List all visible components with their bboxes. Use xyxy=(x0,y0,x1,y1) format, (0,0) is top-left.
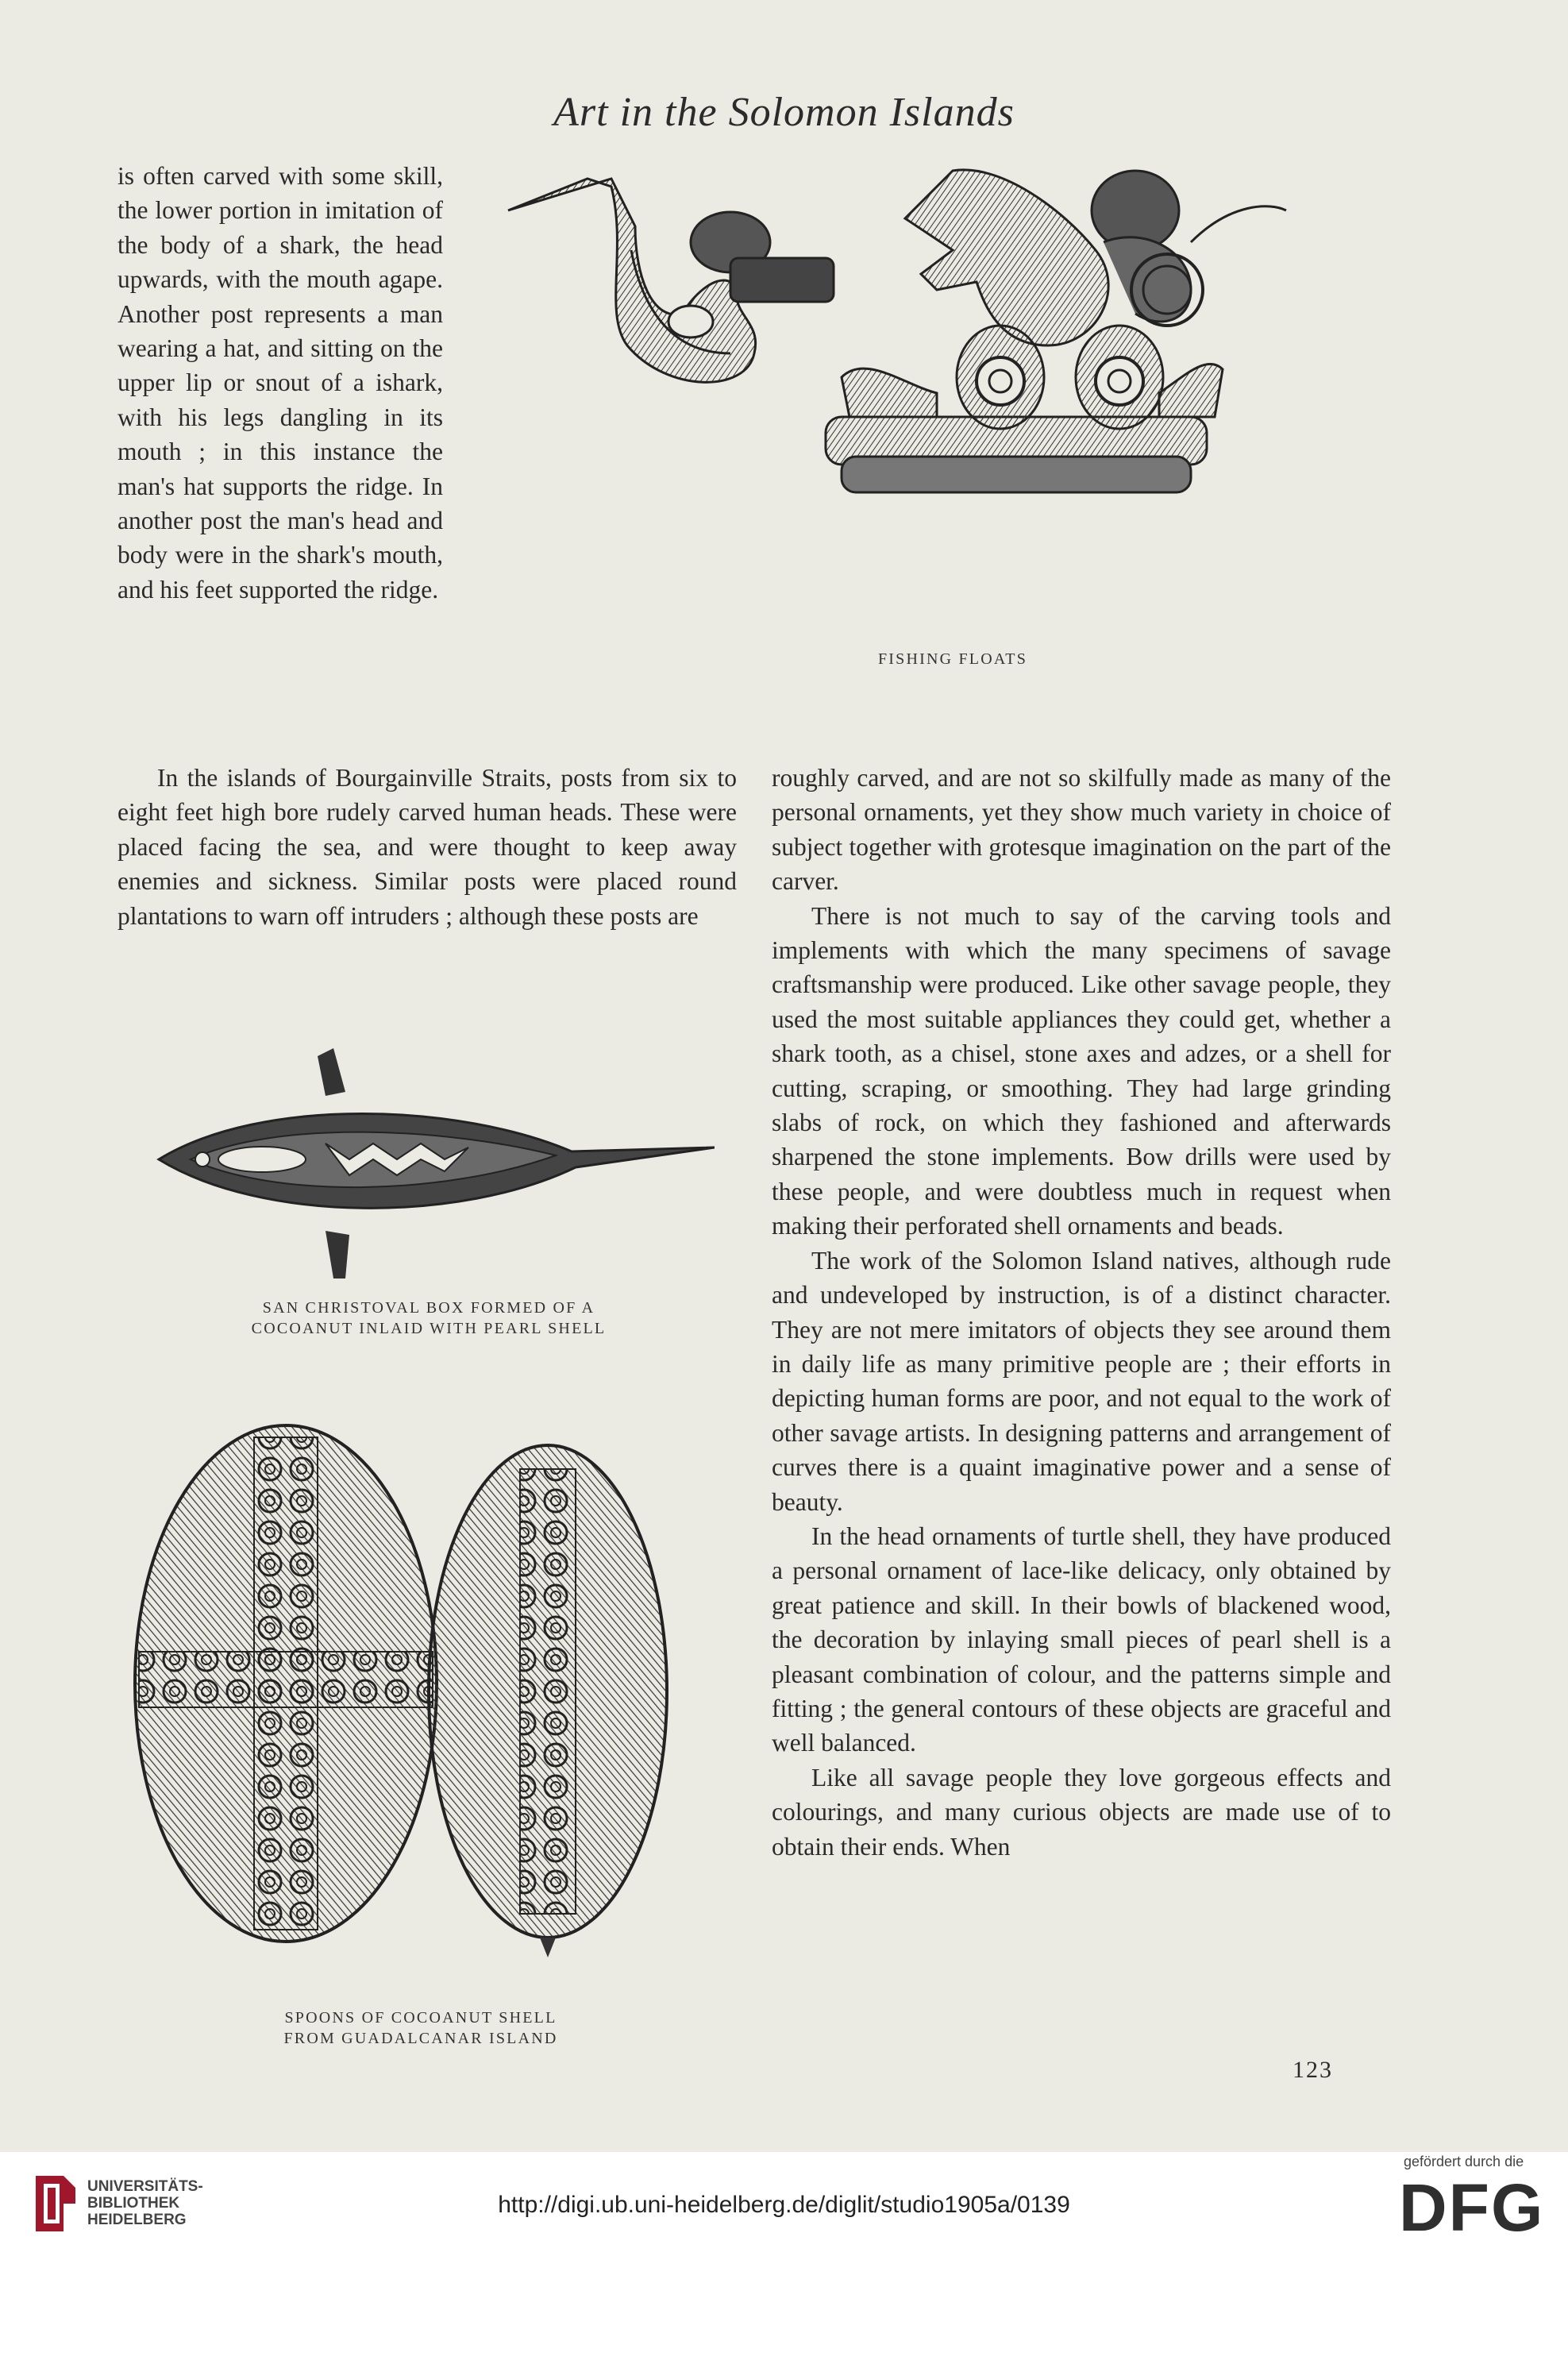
right-paragraph-2: There is not much to say of the carving tools and implements with which the many specimens of savage craftsmanship were produced. Like other savage people, they used the most suitable appliances they could get, whether a shark tooth, as a chisel, stone axes and adzes, or a shell for cutting, scraping, or smoothing. They had large grinding slabs of rock, on which they fashioned and afterwards sharpened the stone implements. Bow drills were used by these people, and were doubtless much in request when making their perforated shell ornaments and beads. xyxy=(772,901,1391,1240)
library-name-line3: HEIDELBERG xyxy=(87,2212,187,2228)
library-name-line2: BIBLIOTHEK xyxy=(87,2195,180,2212)
footer-bar xyxy=(0,2152,1568,2368)
caption-fishing-floats: FISHING FLOATS xyxy=(877,650,1028,668)
spoons-illustration xyxy=(127,1421,715,1961)
caption-spoons xyxy=(175,2007,667,2049)
cocoanut-box-illustration xyxy=(143,1048,715,1286)
caption-spoons-line1: SPOONS OF COCOANUT SHELL xyxy=(284,2009,557,2027)
right-paragraph-5: Like all savage people they love gorgeous effects and colourings, and many curious objects are made use of to obtain their ends. When xyxy=(772,1763,1391,1861)
page-number: 123 xyxy=(1293,2057,1333,2083)
right-paragraph-1: roughly carved, and are not so skilfully made as many of the personal ornaments, yet they show much variety in choice of subject together with grotesque imagination on the part of the carver. xyxy=(772,764,1391,896)
right-paragraph-4: In the head ornaments of turtle shell, they have produced a personal ornament of lace-like delicacy, only obtained by great patience and skill. In their bowls of blackened wood, the decoration by inlaying small pieces of pearl shell is a pleasant combination of colour, and the patterns simple and fitting ; the general contours of these objects are graceful and well balanced. xyxy=(772,1521,1391,1757)
caption-spoons-line2: FROM GUADALCANAR ISLAND xyxy=(283,2030,558,2047)
left-paragraph-2: In the islands of Bourgainville Straits, posts from six to eight feet high bore rudely carved human heads. These were placed facing the sea, and were thought to keep away enemies and sickness. Similar posts were placed round plantations to warn off intruders ; although these posts are xyxy=(118,764,737,930)
caption-cocoanut-box xyxy=(191,1298,667,1339)
dfg-logo: DFG xyxy=(1399,2170,1545,2245)
library-name-line1: UNIVERSITÄTS- xyxy=(87,2178,203,2195)
right-column xyxy=(772,761,1391,1864)
fishing-floats-illustration xyxy=(492,155,1397,600)
funder-label: gefördert durch die xyxy=(1404,2154,1524,2169)
source-url-link[interactable]: http://digi.ub.uni-heidelberg.de/diglit/studio1905a/0139 xyxy=(498,2192,1070,2218)
caption-cocoanut-box-line1: SAN CHRISTOVAL BOX FORMED OF A xyxy=(262,1299,595,1317)
running-head: Art in the Solomon Islands xyxy=(553,90,1015,135)
caption-cocoanut-box-line2: COCOANUT INLAID WITH PEARL SHELL xyxy=(251,1320,607,1337)
left-top-column xyxy=(118,159,443,607)
left-wide-column xyxy=(118,761,737,933)
right-paragraph-3: The work of the Solomon Island natives, although rude and undeveloped by instruction, is of a distinct character. They are not mere imitators of objects they see around them in daily life as many primitive people are ; their efforts in depicting human forms are poor, and not equal to the work of other savage artists. In designing patterns and arrangement of curves there is a quaint imaginative power and a sense of beauty. xyxy=(772,1246,1391,1516)
left-top-paragraph: is often carved with some skill, the lower portion in imitation of the body of a shark, the head upwards, with the mouth agape. Another post represents a man wearing a hat, and sitting on the upper lip or snout of a ishark, with his legs dangling in its mouth ; in this instance the man's hat supports the ridge. In another post the man's head and body were in the shark's mouth, and his feet supported the ridge. xyxy=(118,162,443,604)
